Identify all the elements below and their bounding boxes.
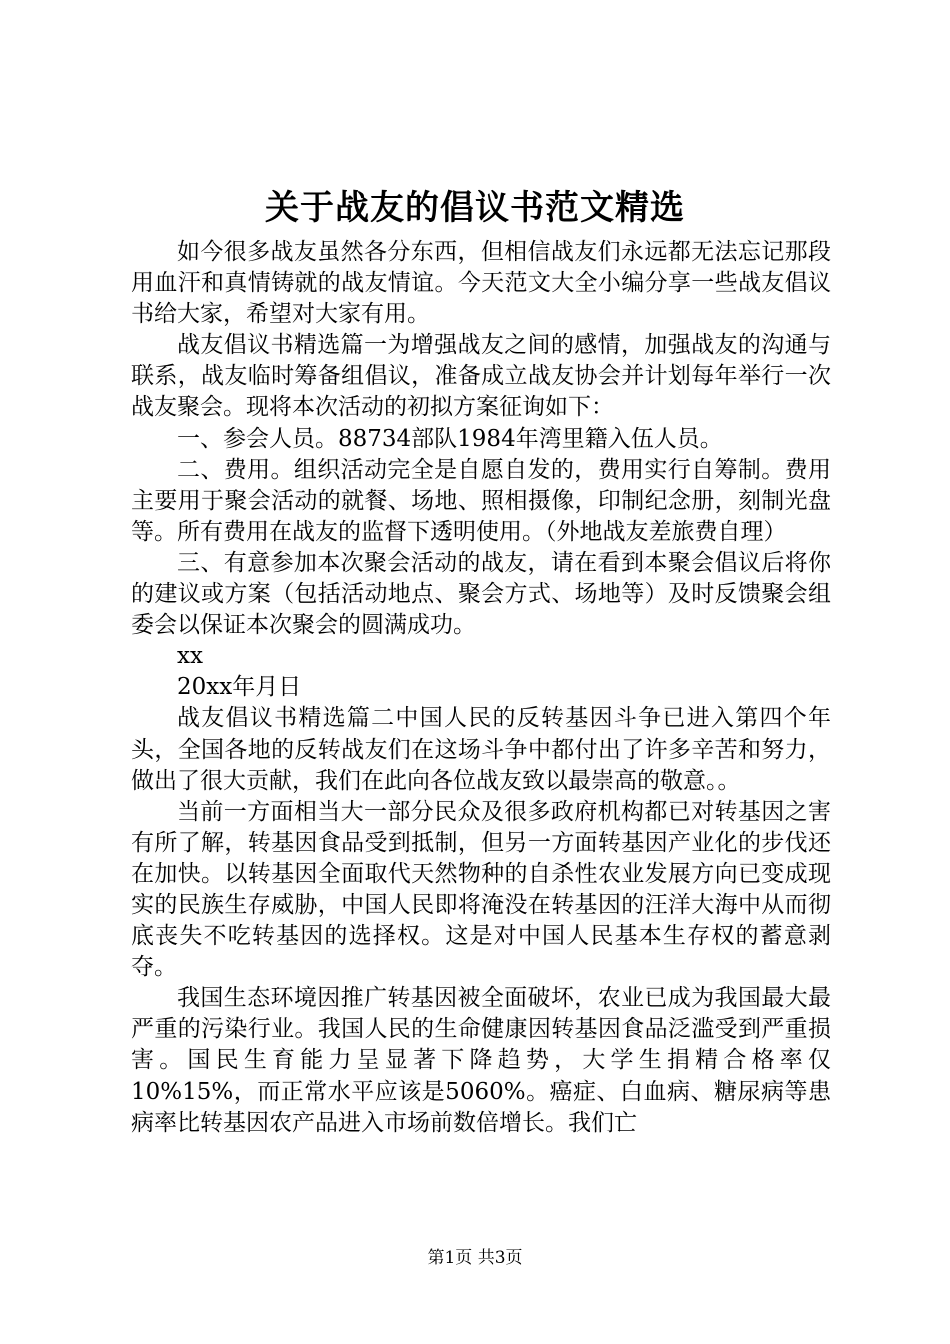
paragraph: 战友倡议书精选篇一为增强战友之间的感情，加强战友的沟通与联系，战友临时筹备组倡议，准备成立战友协会并计划每年举行一次战友聚会。现将本次活动的初拟方案征询如下： (131, 332, 831, 421)
paragraph: 战友倡议书精选篇二中国人民的反转基因斗争已进入第四个年头，全国各地的反转战友们在这场斗争中都付出了许多辛苦和努力，做出了很大贡献，我们在此向各位战友致以最崇高的敬意。。 (131, 705, 831, 794)
page-indicator: 第1页 共3页 (427, 1248, 523, 1268)
document-body (131, 237, 831, 1139)
paragraph: 二、费用。组织活动完全是自愿自发的，费用实行自筹制。费用主要用于聚会活动的就餐、场地、照相摄像，印制纪念册，刻制光盘等。所有费用在战友的监督下透明使用。（外地战友差旅费自理） (131, 456, 831, 545)
paragraph: 当前一方面相当大一部分民众及很多政府机构都已对转基因之害有所了解，转基因食品受到抵制，但另一方面转基因产业化的步伐还在加快。以转基因全面取代天然物种的自杀性农业发展方向已变成现实的民族生存威胁，中国人民即将淹没在转基因的汪洋大海中从而彻底丧失不吃转基因的选择权。这是对中国人民基本生存权的蓄意剥夺。 (131, 798, 831, 981)
signature-name: xx (177, 643, 203, 670)
document-title: 关于战友的倡议书范文精选 (265, 188, 685, 228)
paragraph: 一、参会人员。88734部队1984年湾里籍入伍人员。 (177, 425, 723, 452)
paragraph: 如今很多战友虽然各分东西，但相信战友们永远都无法忘记那段用血汗和真情铸就的战友情谊。今天范文大全小编分享一些战友倡议书给大家，希望对大家有用。 (131, 239, 831, 328)
paragraph: 我国生态环境因推广转基因被全面破坏，农业已成为我国最大最严重的污染行业。我国人民的生命健康因转基因食品泛滥受到严重损害。国民生育能力呈显著下降趋势，大学生捐精合格率仅10%15%，而正常水平应该是5060%。癌症、白血病、糖尿病等患病率比转基因农产品进入市场前数倍增长。我们亡 (131, 985, 831, 1136)
paragraph: 三、有意参加本次聚会活动的战友，请在看到本聚会倡议后将你的建议或方案（包括活动地点、聚会方式、场地等）及时反馈聚会组委会以保证本次聚会的圆满成功。 (131, 549, 831, 639)
signature-date: 20xx年月日 (177, 674, 302, 701)
